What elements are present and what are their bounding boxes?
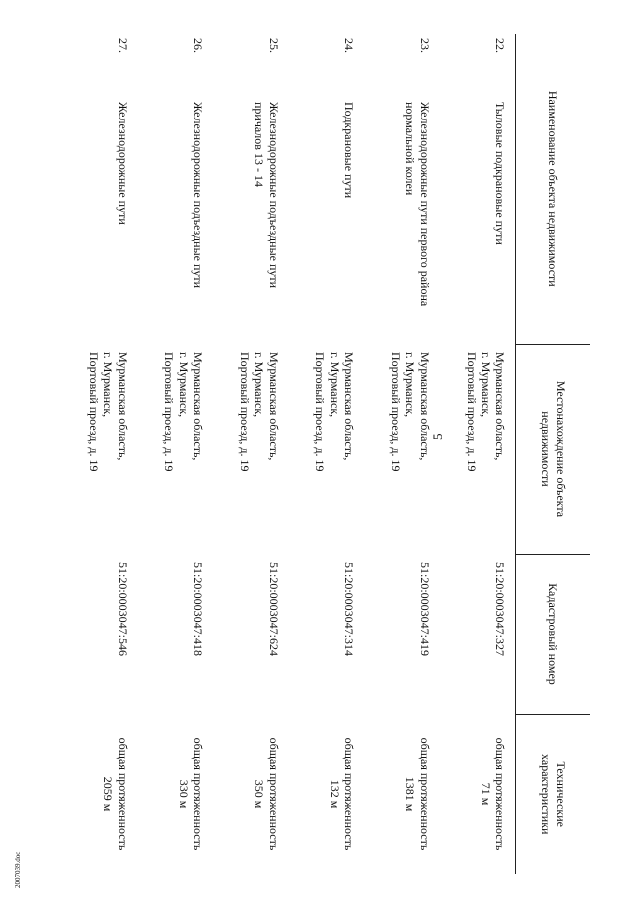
property-table <box>62 34 590 874</box>
header-location: Местонахождение объекта недвижимости <box>516 344 590 554</box>
row-tech: общая протяженность 132 м <box>327 737 357 851</box>
page-number: 5 <box>430 433 445 440</box>
row-name: Тыловые подкрановые пути <box>493 102 508 245</box>
row-tech: общая протяженность 350 м <box>252 737 281 851</box>
row-number: 23. <box>417 38 432 53</box>
row-cadastral: 51:20:0003047:314 <box>342 562 357 657</box>
row-cadastral: 51:20:0003047:546 <box>115 562 130 657</box>
row-location: Мурманская область, г. Мурманск, Портовый проезд, д. 19 <box>237 352 281 472</box>
table-header <box>516 34 590 874</box>
row-name: Железнодорожные пути первого района нормальной колеи <box>403 102 432 307</box>
row-number: 26. <box>191 38 206 53</box>
row-cadastral: 51:20:0003047:419 <box>417 562 432 657</box>
row-location: Мурманская область, г. Мурманск, Портовый проезд, д. 19 <box>388 352 432 472</box>
table-row <box>213 34 289 874</box>
table-row <box>364 34 440 874</box>
row-name: Железнодорожные пути <box>115 102 130 225</box>
row-cadastral: 51:20:0003047:327 <box>493 562 508 657</box>
header-name: Наименование объекта недвижимости <box>516 34 590 344</box>
table-row <box>138 34 214 874</box>
table-row <box>289 34 365 874</box>
property-table-container <box>62 34 590 874</box>
table-row <box>440 34 516 874</box>
row-location: Мурманская область, г. Мурманск, Портовый проезд, д. 19 <box>162 352 206 472</box>
row-number: 25. <box>266 38 281 53</box>
row-cadastral: 51:20:0003047:418 <box>191 562 206 657</box>
row-location: Мурманская область, г. Мурманск, Портовый проезд, д. 19 <box>464 352 508 472</box>
row-location: Мурманская область, г. Мурманск, Портовый проезд, д. 19 <box>86 352 130 472</box>
table-body <box>62 34 516 874</box>
row-location: Мурманская область, г. Мурманск, Портовый проезд, д. 19 <box>313 352 357 472</box>
table-row <box>62 34 138 874</box>
row-number: 24. <box>342 38 357 53</box>
footer-code: 2007039.doc <box>14 851 22 888</box>
row-tech: общая протяженность 330 м <box>176 737 206 851</box>
row-name: Железнодорожные подъездные пути причалов 13 - 14 <box>252 102 281 289</box>
row-tech: общая протяженность 71 м <box>479 737 508 851</box>
row-tech: общая протяженность 1381 м <box>403 737 432 851</box>
header-tech: Технические характеристики <box>516 714 590 874</box>
row-tech: общая протяженность 2059 м <box>101 737 130 851</box>
row-number: 22. <box>493 38 508 53</box>
row-name: Подкрановые пути <box>342 102 357 199</box>
row-cadastral: 51:20:0003047:624 <box>266 562 281 657</box>
row-name: Железнодорожные подъездные пути <box>191 102 206 289</box>
row-number: 27. <box>115 38 130 53</box>
header-cadastral: Кадастровый номер <box>516 554 590 714</box>
